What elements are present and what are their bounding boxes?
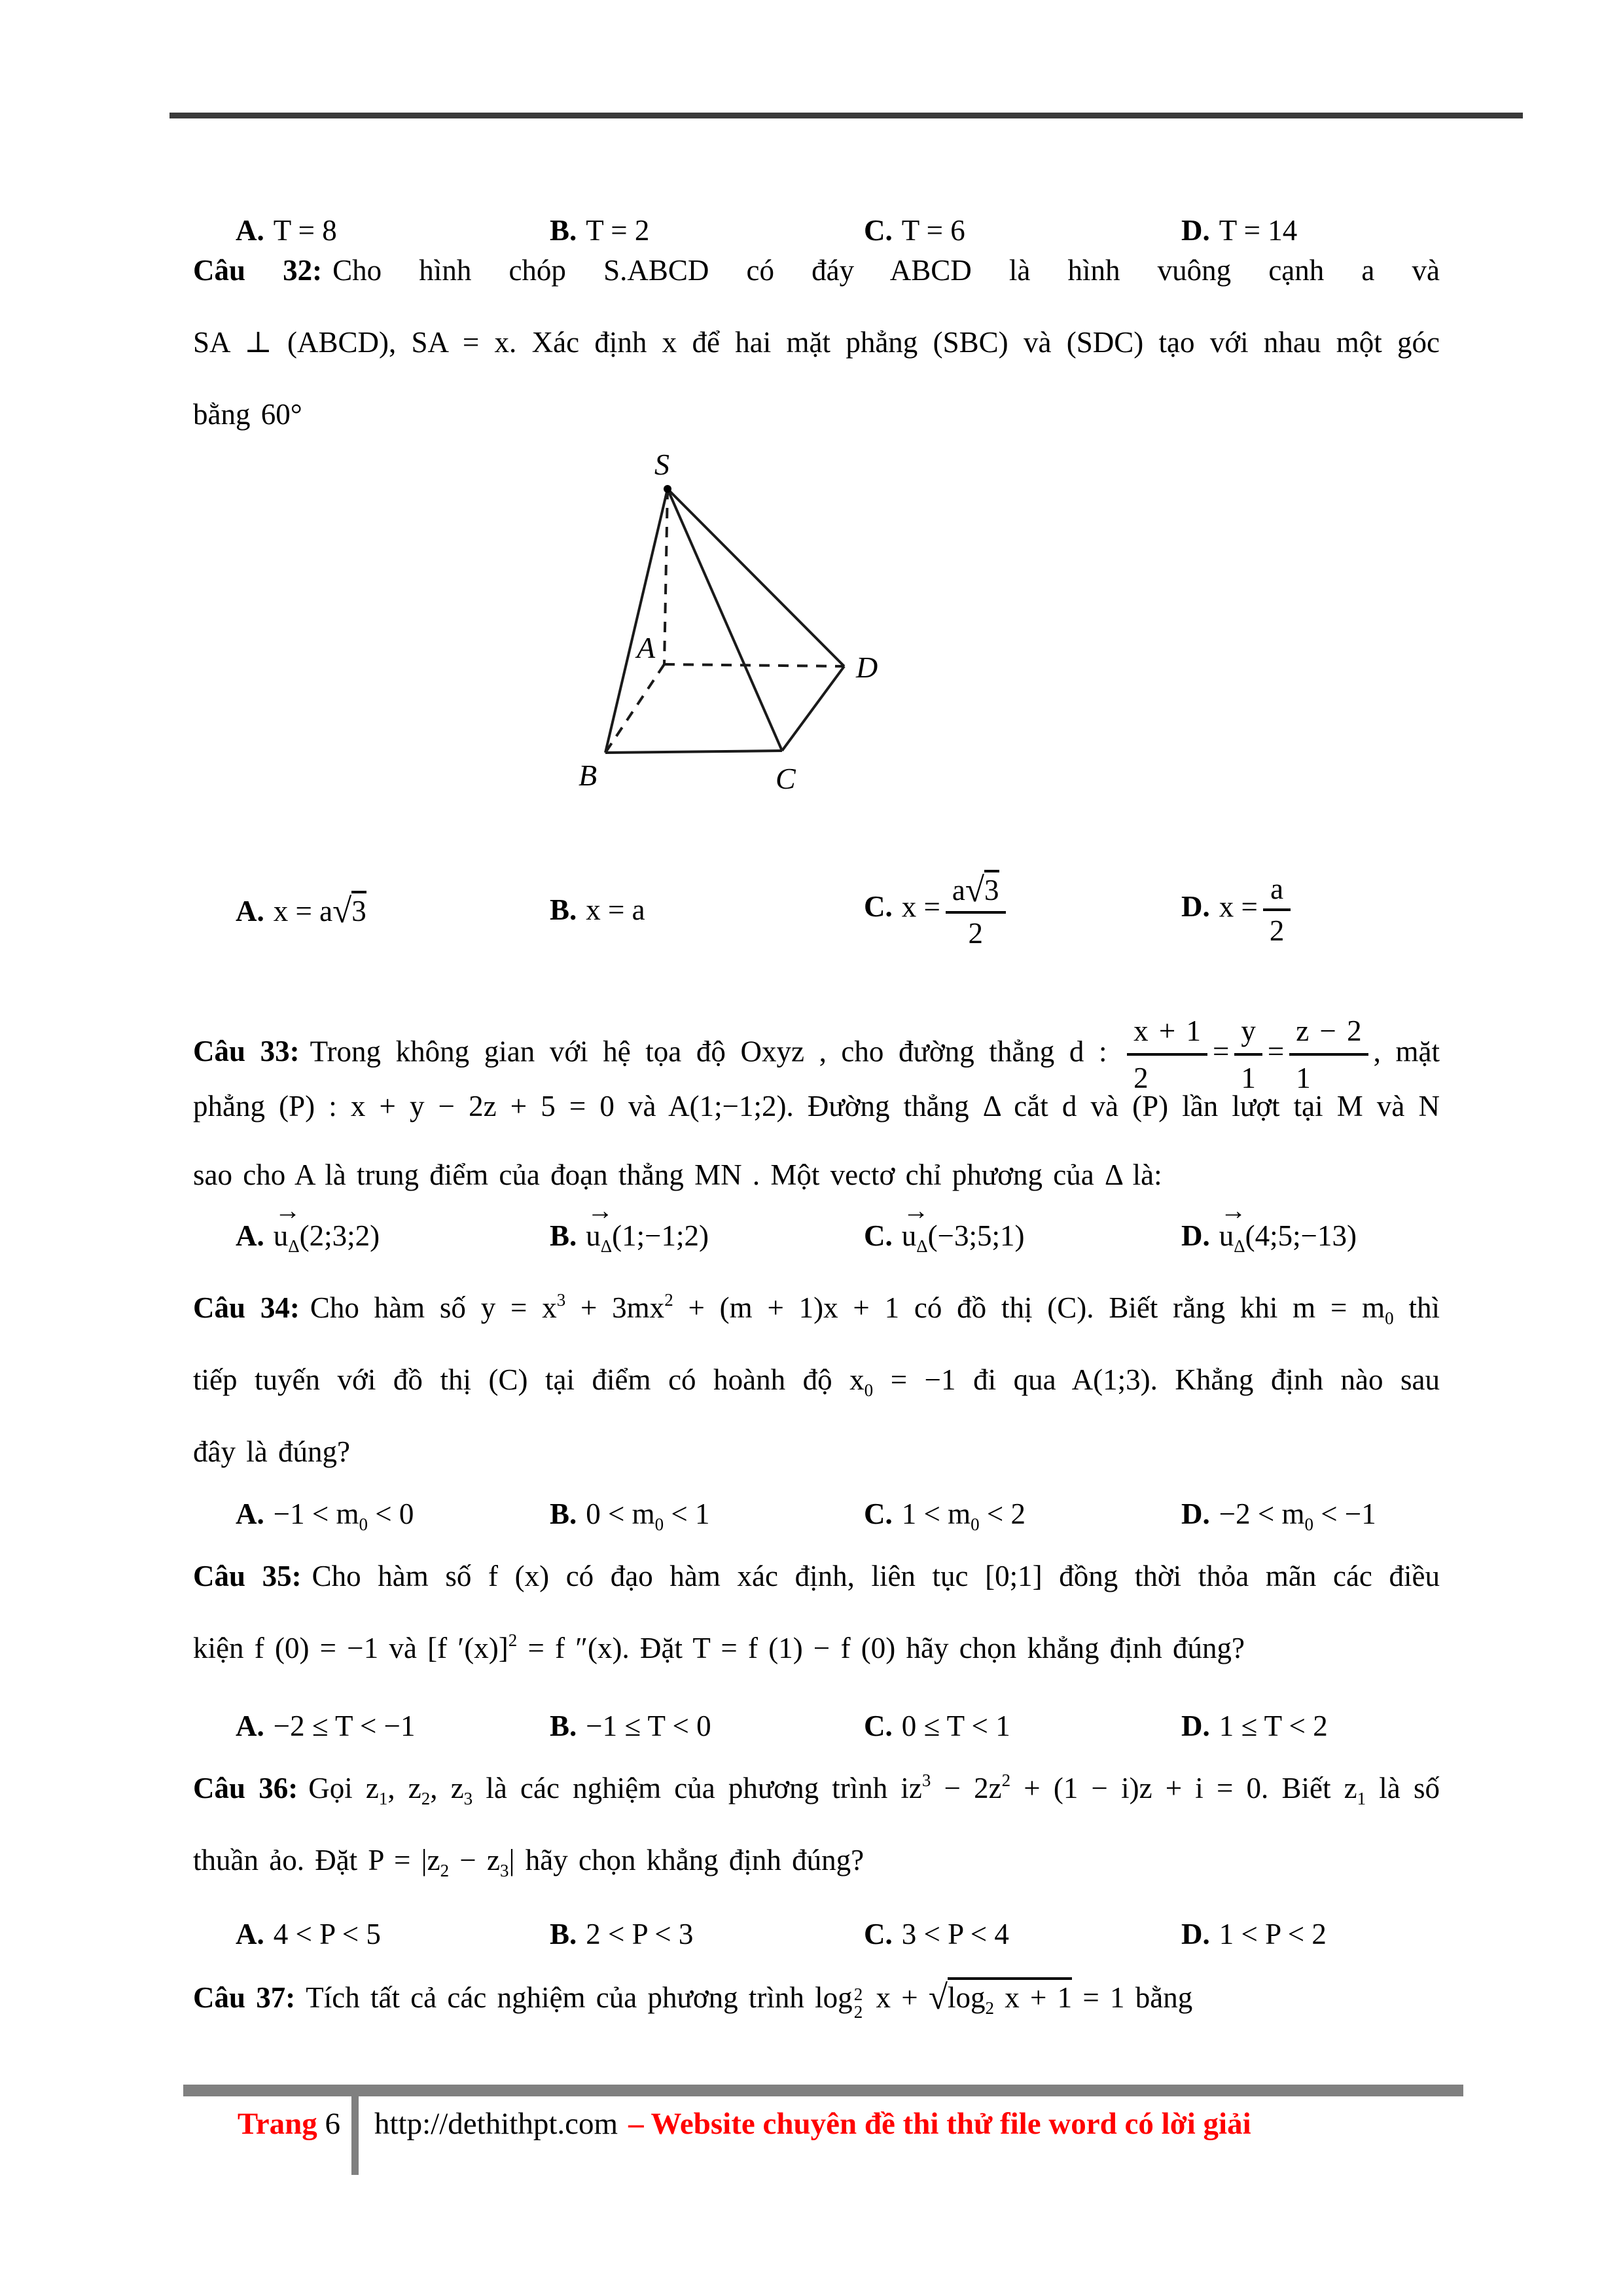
- question-33-text: Trong không gian với hệ tọa độ Oxyz , cho đường thẳng d :: [310, 1035, 1107, 1068]
- answer-row-q35: [193, 1670, 1440, 1782]
- option-letter: D.: [1181, 214, 1210, 247]
- subscript: 1: [378, 1789, 388, 1808]
- question-33-line-2: [193, 1086, 1440, 1126]
- option-a: [236, 890, 366, 929]
- option-b: [550, 213, 649, 247]
- numerator: [946, 869, 1006, 911]
- vertex-label-S: S: [654, 448, 669, 481]
- edge-AD-dashed: [664, 664, 844, 666]
- question-34-text-3: đây là đúng?: [193, 1435, 350, 1468]
- option-letter: A.: [236, 1498, 264, 1530]
- option-letter: A.: [236, 1918, 264, 1950]
- edge-AB-dashed: [605, 664, 664, 753]
- option-c: [864, 1497, 1026, 1534]
- top-rule: [169, 113, 1523, 118]
- option-value: < 1: [664, 1498, 710, 1530]
- vector-arrow: →: [274, 1196, 301, 1225]
- vector-u: [586, 1196, 614, 1253]
- option-b: [550, 1196, 709, 1256]
- numerator: x + 1: [1133, 1014, 1202, 1047]
- option-letter: C.: [864, 890, 893, 924]
- edge-BC: [605, 751, 782, 753]
- option-value: (2;3;2): [299, 1219, 380, 1252]
- option-value: T = 2: [586, 214, 650, 247]
- pyramid-edges: [605, 489, 844, 753]
- option-value: 0 < m: [586, 1498, 655, 1530]
- superscript: 2: [1001, 1770, 1011, 1790]
- question-35-line-1: [193, 1556, 1440, 1596]
- radicand: [947, 1977, 1073, 2018]
- vector-arrow: →: [1220, 1196, 1247, 1225]
- superscript: 2: [664, 1290, 673, 1310]
- footer-page-label: Trang: [237, 2107, 317, 2141]
- subscript: 2: [853, 2002, 863, 2022]
- option-value: T = 14: [1219, 214, 1298, 247]
- option-value: T = 8: [273, 214, 337, 247]
- subscript: 0: [864, 1380, 874, 1400]
- option-letter: B.: [550, 214, 577, 247]
- question-34-line-2: [193, 1360, 1440, 1403]
- option-letter: A.: [236, 214, 264, 247]
- question-32-line-2: [193, 323, 1440, 362]
- subscript: 3: [463, 1789, 473, 1808]
- numerator: z − 2: [1296, 1014, 1362, 1047]
- question-36-text: , z: [387, 1772, 421, 1804]
- radical-sign: √: [928, 1979, 948, 2017]
- option-letter: B.: [550, 893, 577, 926]
- option-value: 2 < P < 3: [586, 1918, 694, 1950]
- answer-row-q32: [193, 854, 1440, 965]
- option-letter: D.: [1181, 1498, 1210, 1530]
- option-a: [236, 1196, 380, 1256]
- vector-arrow: →: [902, 1196, 929, 1225]
- option-value: < 0: [368, 1498, 414, 1530]
- question-34-text-2: = −1 đi qua A(1;3). Khẳng định nào sau: [873, 1363, 1440, 1396]
- option-letter: C.: [864, 1498, 893, 1530]
- vector-base: u: [586, 1219, 601, 1252]
- vertex-label-D: D: [856, 651, 878, 684]
- option-letter: D.: [1181, 1219, 1210, 1252]
- option-d: [1181, 1196, 1357, 1256]
- question-37-text: = 1 bằng: [1072, 1981, 1193, 2014]
- question-34-text: thì: [1393, 1291, 1440, 1324]
- question-37-text: Tích tất cả các nghiệm của phương trình log: [306, 1981, 853, 2014]
- footer-page-number: 6: [325, 2107, 340, 2141]
- question-33-text-2: phẳng (P) : x + y − 2z + 5 = 0 và A(1;−1;2). Đường thẳng Δ cắt d và (P) lần lượt tại M và N: [193, 1090, 1440, 1122]
- option-value: x = a: [273, 895, 333, 927]
- vector-subscript: Δ: [1234, 1236, 1245, 1256]
- option-letter: A.: [236, 1710, 264, 1742]
- option-value: < −1: [1313, 1498, 1376, 1530]
- question-33-text-3: sao cho A là trung điểm của đoạn thẳng MN . Một vectơ chỉ phương của Δ là:: [193, 1158, 1162, 1191]
- footer-site-line: [374, 2106, 1251, 2142]
- log-sup-sub: [854, 1986, 863, 2021]
- denominator: 1: [1289, 1053, 1368, 1098]
- option-b: [550, 1917, 693, 1951]
- numerator-text: a: [952, 874, 965, 906]
- question-32-text-3: bằng 60°: [193, 398, 302, 431]
- vector-subscript: Δ: [916, 1236, 928, 1256]
- question-35-text-2: = f ″(x). Đặt T = f (1) − f (0) hãy chọn khẳng định đúng?: [517, 1632, 1245, 1664]
- vector-base: u: [901, 1219, 917, 1252]
- option-letter: B.: [550, 1918, 577, 1950]
- question-37-label: Câu 37:: [193, 1981, 296, 2014]
- question-34-label: Câu 34:: [193, 1291, 300, 1324]
- denominator: 1: [1234, 1053, 1262, 1098]
- edge-SA-dashed: [664, 489, 668, 664]
- option-letter: A.: [236, 1219, 264, 1252]
- edge-SC: [668, 489, 782, 751]
- question-35-text-2: kiện f (0) = −1 và [f ′(x)]: [193, 1632, 508, 1664]
- option-d: [1181, 1497, 1376, 1534]
- option-b: [550, 1497, 710, 1534]
- vector-base: u: [1219, 1219, 1234, 1252]
- subscript: 2: [440, 1861, 450, 1880]
- option-letter: C.: [864, 1710, 893, 1742]
- question-37-line-1: [193, 1977, 1440, 2021]
- sqrt-expression: [928, 1979, 1073, 2018]
- option-d: [1181, 872, 1296, 948]
- option-letter: C.: [864, 1918, 893, 1950]
- numerator: a: [1270, 872, 1284, 905]
- superscript: 2: [853, 1984, 863, 2004]
- vector-u: [1219, 1196, 1247, 1253]
- sqrt-expression: [965, 871, 999, 909]
- radical-sign: √: [332, 892, 352, 930]
- edge-CD: [782, 666, 844, 751]
- option-value: −2 ≤ T < −1: [273, 1710, 416, 1742]
- option-letter: C.: [864, 214, 893, 247]
- vector-u: [273, 1196, 301, 1253]
- option-a: [236, 1917, 381, 1951]
- question-32-label: Câu 32:: [193, 254, 323, 287]
- equals-sign: =: [1267, 1035, 1285, 1068]
- fraction-z: [1289, 1011, 1368, 1098]
- vertex-label-C: C: [776, 762, 796, 795]
- fraction-x: [1127, 1011, 1207, 1098]
- question-35-text: Cho hàm số f (x) có đạo hàm xác định, liên tục [0;1] đồng thời thỏa mãn các điều: [312, 1560, 1440, 1592]
- option-value: < 2: [979, 1498, 1026, 1530]
- denominator: 2: [1127, 1053, 1207, 1098]
- vector-subscript: Δ: [600, 1236, 613, 1256]
- question-34-text-2: tiếp tuyến với đồ thị (C) tại điểm có hoành độ x: [193, 1363, 865, 1396]
- question-36-text: , z: [430, 1772, 464, 1804]
- option-value: −1 ≤ T < 0: [586, 1710, 711, 1742]
- question-35-line-2: [193, 1628, 1440, 1672]
- option-value: 1 < m: [901, 1498, 971, 1530]
- denominator: 2: [946, 911, 1006, 950]
- subscript: 0: [1304, 1515, 1314, 1534]
- question-36-text-2: − z: [449, 1844, 500, 1876]
- question-36-line-1: [193, 1768, 1440, 1812]
- radicand-text: log: [947, 1981, 986, 2014]
- question-33-label: Câu 33:: [193, 1035, 300, 1068]
- fraction-y: [1234, 1011, 1262, 1098]
- option-value: x = a: [586, 893, 645, 926]
- option-b: [550, 893, 645, 927]
- vector-base: u: [273, 1219, 289, 1252]
- option-value: (1;−1;2): [612, 1219, 709, 1252]
- subscript: 0: [1385, 1308, 1394, 1328]
- question-36-text: + (1 − i)z + i = 0. Biết z: [1010, 1772, 1357, 1804]
- numerator: y: [1241, 1014, 1256, 1047]
- option-letter: D.: [1181, 890, 1210, 924]
- vector-u: [901, 1196, 929, 1253]
- question-36-text-2: thuần ảo. Đặt P = |z: [193, 1844, 440, 1876]
- option-c: [864, 869, 1011, 950]
- option-b: [550, 1709, 711, 1743]
- edge-SB: [605, 489, 668, 753]
- equals-sign: =: [1213, 1035, 1230, 1068]
- question-33-text-tail: , mặt: [1373, 1035, 1440, 1068]
- option-letter: B.: [550, 1219, 577, 1252]
- subscript: 0: [971, 1515, 980, 1534]
- footer-vertical-divider: [351, 2096, 359, 2175]
- denominator: 2: [1263, 908, 1291, 948]
- option-a: [236, 1709, 415, 1743]
- question-36-text: là số: [1366, 1772, 1440, 1804]
- option-c: [864, 1196, 1025, 1256]
- option-value: 1 ≤ T < 2: [1219, 1710, 1328, 1742]
- answer-row-q34: [193, 1458, 1440, 1570]
- option-value: 0 ≤ T < 1: [901, 1710, 1010, 1742]
- question-32-line-1: [193, 251, 1440, 290]
- option-letter: C.: [864, 1219, 893, 1252]
- option-d: [1181, 213, 1297, 247]
- question-37-text: x +: [865, 1981, 918, 2014]
- question-34-text: + 3mx: [565, 1291, 665, 1324]
- option-c: [864, 1709, 1010, 1743]
- vertex-label-B: B: [579, 759, 597, 792]
- superscript: 3: [556, 1290, 566, 1310]
- option-value: (−3;5;1): [927, 1219, 1025, 1252]
- subscript: 2: [421, 1789, 431, 1808]
- option-d: [1181, 1917, 1327, 1951]
- subscript: 3: [500, 1861, 509, 1880]
- answer-row-q33: [193, 1180, 1440, 1291]
- subscript: 0: [654, 1515, 664, 1534]
- option-value: −1 < m: [273, 1498, 359, 1530]
- question-32-text-2: SA ⊥ (ABCD), SA = x. Xác định x để hai mặt phẳng (SBC) và (SDC) tạo với nhau một góc: [193, 326, 1440, 359]
- pyramid-figure: [550, 448, 955, 835]
- question-36-label: Câu 36:: [193, 1772, 298, 1804]
- sqrt-expression: [332, 892, 366, 930]
- option-value: 4 < P < 5: [273, 1918, 381, 1950]
- pyramid-svg: [550, 448, 955, 828]
- option-letter: D.: [1181, 1918, 1210, 1950]
- footer-page-indicator: [177, 2106, 340, 2142]
- option-d: [1181, 1709, 1328, 1743]
- option-c: [864, 213, 965, 247]
- vector-subscript: Δ: [288, 1236, 300, 1256]
- question-36-text: là các nghiệm của phương trình iz: [473, 1772, 922, 1804]
- option-value: 3 < P < 4: [901, 1918, 1009, 1950]
- fraction: [946, 869, 1006, 950]
- question-34-line-1: [193, 1288, 1440, 1331]
- subscript: 2: [985, 1998, 994, 2018]
- option-letter: D.: [1181, 1710, 1210, 1742]
- option-value: −2 < m: [1219, 1498, 1305, 1530]
- footer-top-bar: [183, 2085, 1463, 2096]
- question-34-text: Cho hàm số y = x: [310, 1291, 557, 1324]
- radicand-text: x + 1: [993, 1981, 1073, 2014]
- radicand: 3: [984, 870, 999, 906]
- question-34-text: + (m + 1)x + 1 có đồ thị (C). Biết rằng khi m = m: [673, 1291, 1385, 1324]
- question-35-label: Câu 35:: [193, 1560, 302, 1592]
- radical-sign: √: [965, 871, 985, 909]
- option-c: [864, 1917, 1009, 1951]
- option-letter: B.: [550, 1498, 577, 1530]
- option-a: [236, 213, 337, 247]
- superscript: 2: [508, 1630, 518, 1650]
- answer-row-q36: [193, 1878, 1440, 1990]
- apex-dot: [664, 485, 671, 493]
- option-letter: B.: [550, 1710, 577, 1742]
- option-value: x =: [1219, 890, 1258, 924]
- question-36-text: Gọi z: [308, 1772, 379, 1804]
- option-value: 1 < P < 2: [1219, 1918, 1327, 1950]
- question-36-text: − 2z: [931, 1772, 1002, 1804]
- superscript: 3: [921, 1770, 931, 1790]
- edge-SD: [668, 489, 844, 666]
- question-36-line-2: [193, 1840, 1440, 1884]
- option-value: x =: [901, 890, 940, 924]
- option-value: T = 6: [901, 214, 965, 247]
- footer-tagline: – Website chuyên đề thi thử file word có lời giải: [628, 2107, 1251, 2141]
- fraction: [1263, 872, 1291, 948]
- subscript: 0: [359, 1515, 368, 1534]
- question-32-line-3: [193, 395, 1440, 434]
- option-value: (4;5;−13): [1245, 1219, 1357, 1252]
- option-letter: A.: [236, 895, 264, 927]
- option-a: [236, 1497, 414, 1534]
- question-36-text-2: | hãy chọn khẳng định đúng?: [508, 1844, 865, 1876]
- vector-arrow: →: [587, 1196, 614, 1225]
- footer-url: http://dethithpt.com: [374, 2107, 618, 2141]
- subscript: 1: [1357, 1789, 1366, 1808]
- radicand: 3: [351, 891, 366, 927]
- question-32-text: Cho hình chóp S.ABCD có đáy ABCD là hình vuông cạnh a và: [332, 254, 1440, 287]
- vertex-label-A: A: [637, 631, 656, 664]
